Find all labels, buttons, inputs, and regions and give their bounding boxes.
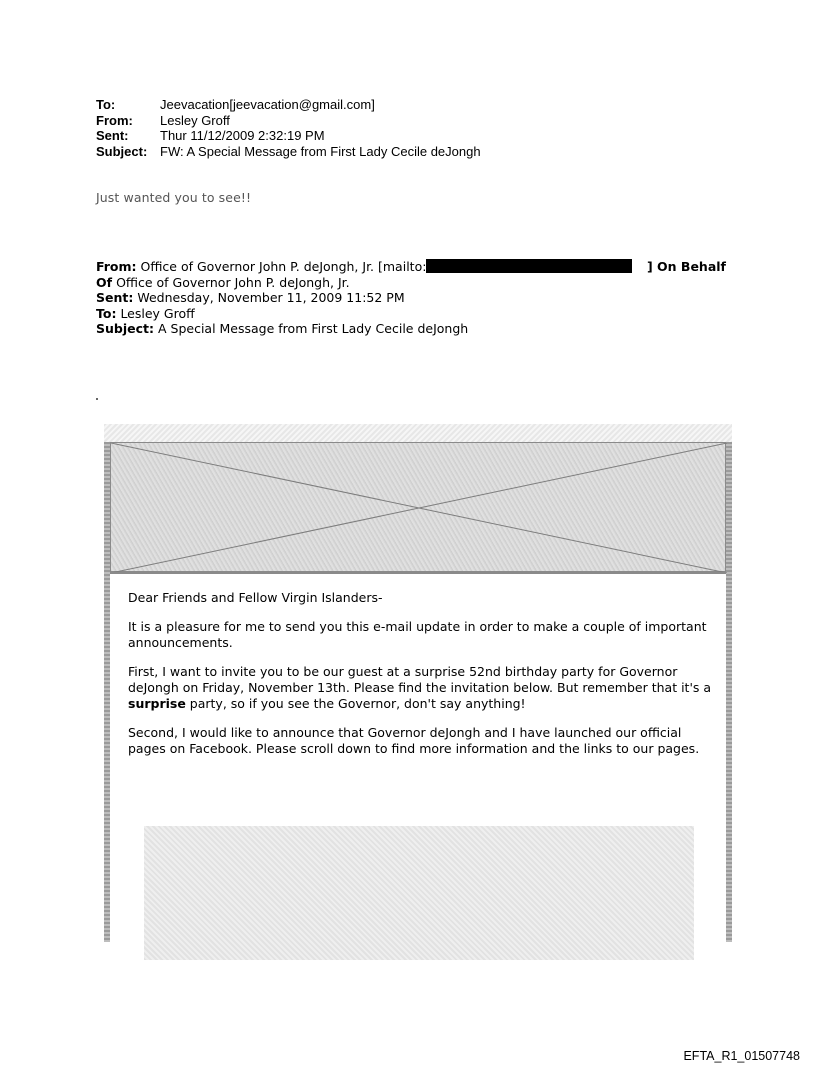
fwd-sent-line — [96, 290, 726, 306]
letter-paragraph-3: Second, I would like to announce that Governor deJongh and I have launched our official pages on Facebook. Please scroll down to find more information and the links to our pages. — [128, 725, 700, 756]
header-to-row — [96, 97, 481, 113]
missing-invitation-image — [144, 826, 694, 960]
p2-text-end: party, so if you see the Governor, don't say anything! — [185, 696, 526, 711]
document-id: EFTA_R1_01507748 — [683, 1049, 800, 1063]
fwd-from-label: From: — [96, 259, 137, 274]
subject-value: FW: A Special Message from First Lady Cecile deJongh — [160, 143, 481, 159]
banner-divider — [110, 572, 726, 574]
subject-label: Subject: — [96, 143, 148, 159]
header-sent-row — [96, 128, 481, 144]
redaction-bar — [426, 259, 632, 273]
p2-bold-word: surprise — [128, 696, 186, 711]
fwd-to-line — [96, 306, 726, 322]
email-header — [96, 97, 481, 159]
to-value: Jeevacation[jeevacation@gmail.com] — [160, 97, 375, 112]
fwd-from-line — [96, 259, 726, 275]
fwd-of-value: Office of Governor John P. deJongh, Jr. — [116, 274, 350, 290]
email-body-frame — [104, 424, 732, 960]
fwd-on-behalf: ] On Behalf — [646, 259, 726, 274]
fwd-from-value: Office of Governor John P. deJongh, Jr. [mailto: — [140, 259, 427, 274]
fwd-sent-value: Wednesday, November 11, 2009 11:52 PM — [137, 290, 405, 305]
fwd-subject-label: Subject: — [96, 321, 154, 336]
p2-text-start: First, I want to invite you to be our guest at a surprise 52nd birthday party for Governor deJongh on Friday, November 13th. Please find the invitation below. But remember that it's a — [128, 664, 712, 695]
fwd-of-label: Of — [96, 274, 113, 290]
broken-image-icon — [111, 443, 727, 573]
from-label: From: — [96, 112, 133, 128]
header-subject-row — [96, 144, 481, 160]
frame-top-band — [104, 424, 732, 442]
letter-body — [128, 590, 714, 770]
fwd-sent-label: Sent: — [96, 290, 134, 305]
from-value: Lesley Groff — [160, 112, 230, 128]
fwd-to-value: Lesley Groff — [120, 305, 195, 321]
forward-note: Just wanted you to see!! — [96, 190, 252, 205]
letter-paragraph-2 — [128, 664, 714, 712]
header-from-row — [96, 113, 481, 129]
fwd-of-line — [96, 275, 726, 291]
fwd-subject-line — [96, 321, 726, 337]
letter-greeting: Dear Friends and Fellow Virgin Islanders- — [128, 590, 383, 605]
missing-banner-image — [110, 442, 726, 572]
sent-label: Sent: — [96, 128, 129, 143]
to-label: To: — [96, 97, 116, 112]
sent-value: Thur 11/12/2009 2:32:19 PM — [160, 128, 325, 143]
fwd-subject-value: A Special Message from First Lady Cecile deJongh — [157, 321, 469, 336]
fwd-to-label: To: — [96, 305, 117, 321]
letter-paragraph-1: It is a pleasure for me to send you this e-mail update in order to make a couple of important announcements. — [128, 619, 707, 650]
stray-dot — [96, 398, 98, 400]
forwarded-header — [96, 259, 726, 337]
